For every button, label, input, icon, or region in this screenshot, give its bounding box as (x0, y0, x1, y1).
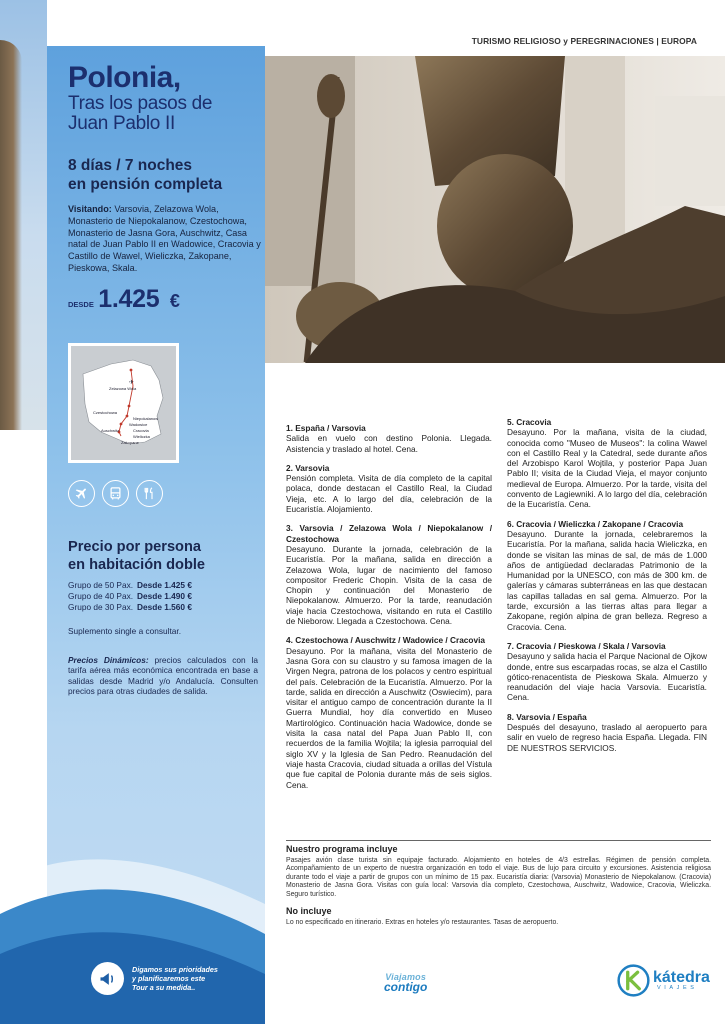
route-map (68, 343, 179, 463)
not-included-title: No incluye (286, 906, 332, 916)
pricing-title (68, 538, 205, 574)
map-label-wieliczka: Wieliczka (133, 434, 150, 439)
includes-title: Nuestro programa incluye (286, 844, 398, 854)
map-label-zakopane: Zakopane (121, 440, 139, 445)
group-price: Desde 1.490 € (137, 591, 192, 602)
duration-line-1: 8 días / 7 noches (68, 157, 193, 174)
meal-icon (136, 480, 163, 507)
itinerary-day (507, 519, 707, 632)
day-text: Desayuno. Por la mañana, visita de la ciudad, conocida como "Museo de Museos": la colina Wawel con el Castillo Real y la Catedral, sede durante años del Arzobispo Karol Wojtila, y posterior Papa Juan Pablo II; visita de la Ciudad Vieja, el mayor conjunto medieval de Europa. Almuerzo. Por la tarde, visita del convento de Lagiewniki. A lo largo del día, celebración de la Eucaristía. Cena. (507, 427, 707, 510)
route-map-image (71, 346, 176, 460)
itinerary-day (507, 417, 707, 510)
wave-decoration (0, 844, 265, 1024)
title-main: Polonia, (68, 61, 181, 94)
group-label: Grupo de 40 Pax. (68, 591, 134, 602)
bus-icon (102, 480, 129, 507)
statue-image (265, 56, 725, 363)
group-prices (68, 580, 192, 614)
day-title: 1. España / Varsovia (286, 423, 366, 433)
megaphone-icon (91, 962, 124, 995)
itinerary-day (286, 635, 492, 789)
trip-duration (68, 156, 222, 194)
price-amount: 1.425 (98, 285, 160, 313)
itinerary-day (286, 523, 492, 626)
title-line-2: Juan Pablo II (68, 113, 176, 134)
plane-icon (68, 480, 95, 507)
not-included-text: Lo no especificado en itinerario. Extras en hoteles y/o restaurantes. Tasas de aeropuerto. (286, 919, 559, 926)
day-text: Pensión completa. Visita de día completo de la capital polaca, donde destacan el Castillo Real, la Ciudad Vieja, etc. A lo largo del día, celebración de la Eucaristía. Alojamiento. (286, 473, 492, 515)
page-title (68, 62, 212, 134)
slogan-text (132, 965, 218, 993)
visiting-text: Varsovia, Zelazowa Wola, Monasterio de Niepokalanow, Czestochowa, Monasterio de Jasna Gora, Auschwitz, Casa natal de Juan Pablo II en Wadowice, Cracovia y Castillo de Wawel, Wieliczka, Zakopane, Pieskowa, Skala. (68, 204, 261, 273)
brand-sub: VIAJES (657, 985, 698, 991)
pope-statue-photo (265, 56, 725, 363)
day-title: 7. Cracovia / Pieskowa / Skala / Varsovia (507, 640, 666, 651)
visiting-label: Visitando: (68, 204, 112, 214)
price-from (68, 285, 180, 314)
map-label-zelazowa: Zelazowa Wola (109, 386, 137, 391)
day-title: 6. Cracovia / Wieliczka / Zakopane / Cracovia (507, 518, 684, 529)
map-label-auschwitz: Auschwitz (101, 428, 120, 433)
itinerary-day (286, 463, 492, 514)
duration-line-2: en pensión completa (68, 176, 223, 193)
dynamic-pricing-label: Precios Dinámicos: (68, 655, 149, 665)
day-title: 5. Cracovia (507, 417, 552, 427)
not-included-section (286, 906, 711, 926)
includes-section (286, 840, 711, 899)
group-price: Desde 1.560 € (137, 602, 192, 613)
group-price: Desde 1.425 € (137, 580, 192, 590)
slogan-line-2: y planificaremos este (132, 973, 206, 983)
day-text: Desayuno. Durante la jornada, celebraremos la Eucaristía. Por la mañana, salida hacia Wieliczka, en donde se visitan las minas de sal, de más de 1.000 años de antigüedad declaradas Patrimonio de la Humanidad por la UNESCO, con más de 300 km. de galerías y cámaras subterráneas en las que destacan las capillas talladas en sal gema. Almuerzo. Por la tarde, excursión a las tierras altas para llegar a Zakopane, región alpina de gran belleza. Regreso a Cracovia. Cena. (507, 528, 707, 632)
includes-text: Pasajes avión clase turista sin equipaje facturado. Alojamiento en hoteles de 4/3 estrellas. Régimen de pensión completa. Acompañamiento de un experto de nuestra organización en todo el viaje. Bus de lujo para circuito y excursiones. Asistencia religiosa durante todo el viaje a partir de grupos con un mínimo de 15 pax. Eucaristía diaria: (Varsovia) Monasterio de Niepokalanow. (Cracovia) Monasterio de Jasna Gora. Visitas con guía local: Varsovia día completo, Czestochowa, Auschwitz, Wadowice, Cracovia, Wieliczka. Seguro turístico. (286, 857, 711, 898)
statue-edge (0, 40, 22, 430)
itinerary-day (507, 641, 707, 703)
tagline-top: Viajamos (385, 972, 427, 982)
divider (286, 840, 711, 841)
day-text: Desayuno. Por la mañana, visita del Monasterio de Jasna Gora con su claustro y su famosa imagen de la Virgen Negra, patrona de los polacos y centro espiritual del país. Celebración de la Eucaristía. Almuerzo. Por la tarde, salida en dirección a Auschwitz (Oswiecim), para visitar el antiguo campo de concentración durante la II Guerra Mundial, hoy día convertido en Museo Martirológico. Continuación hacia Wadowice, donde se visita la casa natal del Papa Juan Pablo II, con recuerdos de la familia Wojtila; la iglesia parroquial del siglo XV y la Iglesia de San Pedro. Reanudación del viaje hasta Cracovia, ciudad situada a orillas del Vístula que fue capital de Polonia durante más de seis siglos. Cena. (286, 645, 492, 790)
day-title: 2. Varsovia (286, 462, 330, 473)
itinerary-day (507, 712, 707, 753)
map-label-niepokalanow: Niepokalanow (133, 416, 159, 421)
pricing-title-line-1: Precio por persona (68, 539, 202, 555)
svg-text:✈: ✈ (129, 379, 135, 386)
service-icons (68, 480, 163, 507)
itinerary-day (286, 423, 492, 454)
dynamic-pricing-note (68, 655, 258, 696)
price-desde-label: DESDE (68, 300, 94, 309)
price-currency: € (169, 291, 180, 311)
day-title: 8. Varsovia / España (507, 711, 587, 722)
slogan-line-1: Digamos sus prioridades (132, 964, 218, 974)
itinerary-column-2 (507, 417, 707, 762)
day-title: 3. Varsovia / Zelazowa Wola / Niepokalanow / Czestochowa (286, 523, 492, 544)
background-photo-edge (0, 0, 47, 430)
day-text: Después del desayuno, traslado al aeropuerto para salir en vuelo de regreso hacia España. Llegada. FIN DE NUESTROS SERVICIOS. (507, 722, 707, 753)
katedra-logo-icon (617, 964, 650, 997)
category-header: TURISMO RELIGIOSO y PEREGRINACIONES | EUROPA (471, 36, 697, 46)
slogan (91, 962, 218, 995)
dynamic-pricing-text: precios calculados con la tarifa aérea más económica encontrada en base a salidas desde Madrid y/o Andalucía. Consulten precios para otras ciudades de salida. (68, 655, 258, 696)
title-line-1: Tras los pasos de (68, 93, 213, 114)
tagline-bottom: contigo (384, 980, 428, 994)
group-label: Grupo de 30 Pax. (68, 602, 134, 613)
map-label-cracovia: Cracovia (133, 428, 149, 433)
visiting-list (68, 204, 263, 275)
group-price-row (68, 591, 192, 602)
day-title: 4. Czestochowa / Auschwitz / Wadowice / Cracovia (286, 635, 486, 646)
map-label-czestochowa: Czestochowa (93, 410, 118, 415)
brand-name: kátedra (653, 969, 710, 986)
day-text: Salida en vuelo con destino Polonia. Llegada. Asistencia y traslado al hotel. Cena. (286, 433, 492, 454)
group-label: Grupo de 50 Pax. (68, 580, 134, 590)
group-price-row (68, 602, 192, 613)
slogan-line-3: Tour a su medida.. (132, 983, 196, 993)
pricing-title-line-2: en habitación doble (68, 557, 206, 573)
day-text: Desayuno y salida hacia el Parque Nacional de Ojkow donde, entre sus escarpadas rocas, se alza el Castillo gótico-renacentista de Pieskowa Skala. Almuerzo y reanudación del viaje hacia Varsovia. Eucaristía. Cena. (507, 651, 707, 703)
brand-logo[interactable] (617, 964, 710, 997)
map-label-wadowice: Wadowice (129, 422, 148, 427)
tagline (384, 972, 427, 993)
itinerary-column-1 (286, 423, 492, 799)
group-price-row (68, 580, 192, 591)
single-supplement-note: Suplemento single a consultar. (68, 626, 182, 636)
day-text: Desayuno. Durante la jornada, celebración de la Eucaristía. Por la mañana, salida en dirección a Zelazowa Wola, lugar de nacimiento del famoso compositor Frederic Chopin. Visita de la casa de Chopin y continuación del Monasterio de Niepokalanow. Almuerzo. Por la tarde, reanudación viaje hacia Czestochowa, visitando en ruta el Castillo de Nieborow. Llegada a Czestochowa. Cena. (286, 543, 492, 627)
